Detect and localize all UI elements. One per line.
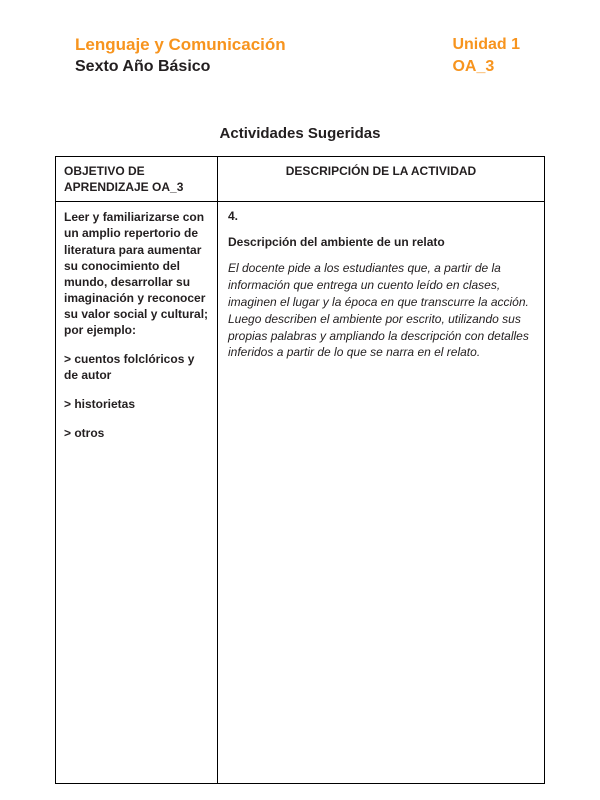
objective-bullet-others: > otros [64,426,105,441]
document-header [0,0,600,78]
activity-title: Descripción del ambiente de un relato [228,235,445,250]
activities-table [55,156,545,784]
course-title: Lenguaje y Comunicación [75,35,286,54]
unit-label: Unidad 1 [452,36,520,53]
header-right [452,33,520,78]
activity-number: 4. [228,209,239,224]
objective-bullet-folkloric: > cuentos folclóricos y de autor [64,352,195,383]
objective-column-header: OBJETIVO DE APRENDIZAJE OA_3 [56,157,218,202]
activity-cell [218,202,545,784]
objective-bullet-comics: > historietas [64,397,136,412]
oa-label: OA_3 [452,58,495,75]
activity-description: El docente pide a los estudiantes que, a partir de la información que entrega un cuento leído en clases, imaginen el lugar y la época en que transcurre la acción. Luego describen el ambiente por escrito, utilizando sus propias palabras y ampliando la descripción con detalles inferidos a partir de lo que se narra en el relato. [228,261,529,360]
grade-subtitle: Sexto Año Básico [75,58,211,75]
table-body-row [56,202,545,784]
objective-cell [56,202,218,784]
objective-intro: Leer y familiarizarse con un amplio repertorio de literatura para aumentar su conocimiento del mundo, desarrollar su imaginación y reconocer su valor social y cultural; por ejemplo: [64,210,209,337]
activity-column-header: DESCRIPCIÓN DE LA ACTIVIDAD [218,157,545,202]
page-title: Actividades Sugeridas [219,125,381,142]
header-left [75,33,286,78]
table-header-row [56,157,545,202]
